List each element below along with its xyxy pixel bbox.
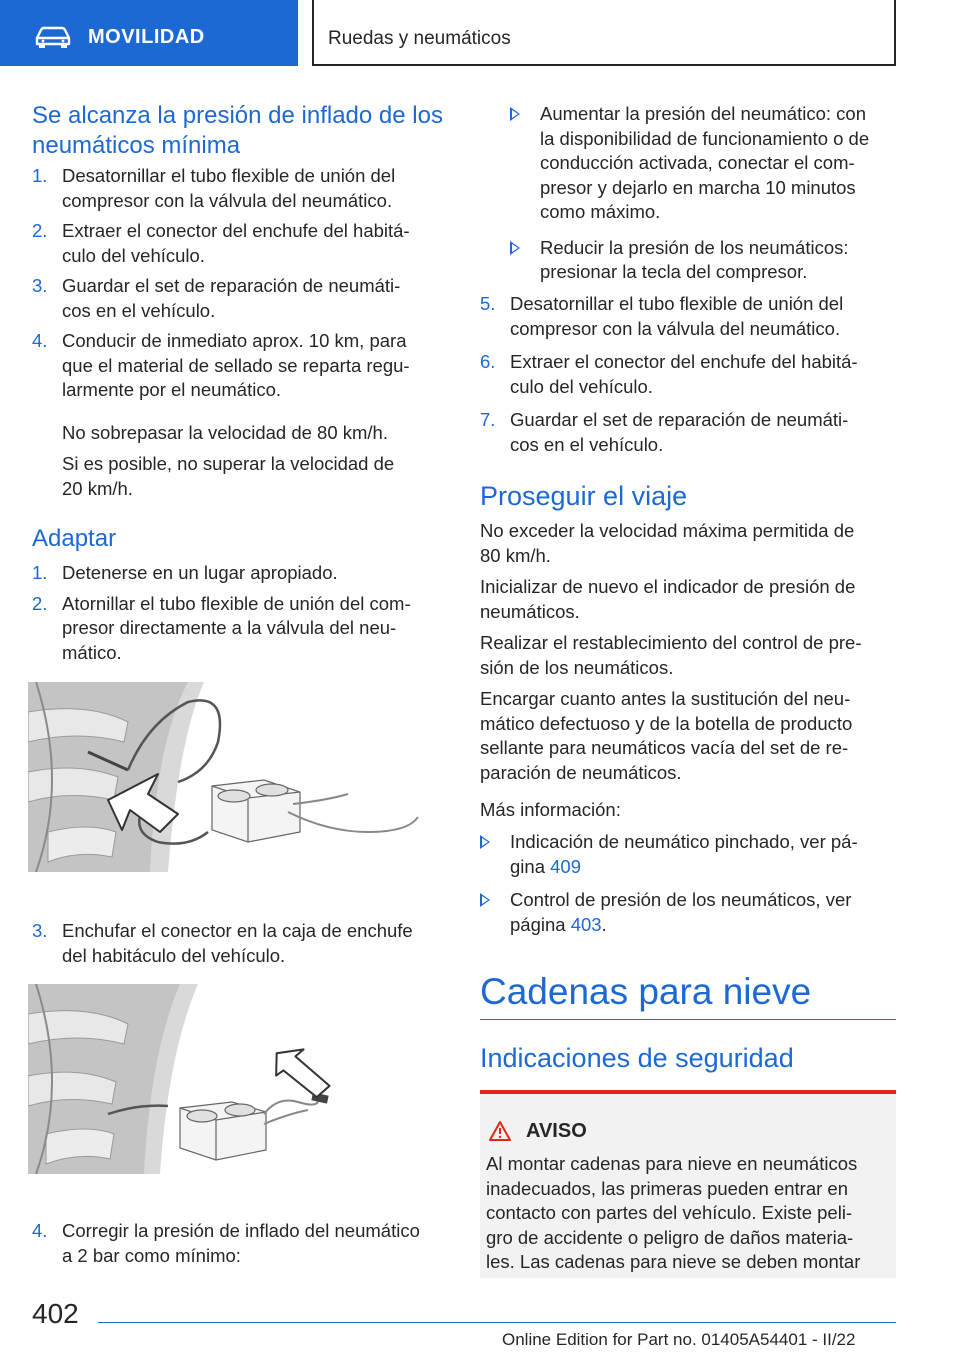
divider [480, 1019, 896, 1020]
step-text [510, 408, 848, 457]
figure-compressor-valve [28, 682, 428, 872]
step-text [62, 274, 400, 323]
heading-adapt: Adaptar [32, 525, 117, 552]
ref-text [510, 830, 858, 879]
ref-prefix: página [510, 913, 571, 935]
step-number: 7. [480, 409, 496, 430]
step-number: 2. [32, 592, 48, 614]
text-line: mático defectuoso y de la botella de producto [480, 712, 853, 734]
text-line: gro de accidente o peligro de daños materia- [486, 1226, 854, 1248]
step-text [62, 329, 410, 403]
bullet-text [540, 236, 849, 285]
heading-continue: Proseguir el viaje [480, 481, 688, 511]
heading-line: Se alcanza la presión de inflado de los [32, 102, 443, 129]
section-label: MOVILIDAD [88, 26, 205, 48]
warning-box [480, 1090, 896, 1278]
bullet-text [540, 102, 869, 225]
note-line: 20 km/h. [62, 477, 133, 499]
text-line: Aumentar la presión del neumático: con [540, 103, 866, 124]
step-number: 4. [32, 330, 48, 351]
text-line: les. Las cadenas para nieve se deben montar [486, 1251, 861, 1272]
more-info-label: Más información: [480, 799, 621, 820]
text-line: la disponibilidad de funcionamiento o de [540, 127, 870, 149]
ref-suffix: . [601, 913, 607, 935]
text-line: Extraer el conector del enchufe del habitá- [62, 220, 410, 241]
text-line: sión de los neumáticos. [480, 656, 674, 678]
bullet-icon [480, 835, 490, 849]
step-number: 3. [32, 920, 48, 941]
text-line: larmente por el neumático. [62, 379, 282, 400]
text-line: sellante para neumáticos vacía del set de re- [480, 737, 849, 758]
text-line: presor y dejarlo en marcha 10 minutos [540, 176, 856, 198]
text-line: Encargar cuanto antes la sustitución del neu- [480, 688, 851, 709]
text-line: culo del vehículo. [62, 244, 205, 266]
car-icon [34, 26, 72, 48]
text-line: Corregir la presión de inflado del neumático [62, 1220, 420, 1241]
text-line: Enchufar el conector en la caja de enchufe [62, 920, 413, 941]
edition-info: Online Edition for Part no. 01405A54401 - II/22 [502, 1330, 856, 1349]
step-number: 6. [480, 351, 496, 372]
text-line: conducción activada, conectar el com- [540, 152, 855, 173]
text-line: paración de neumáticos. [480, 761, 682, 783]
note-speed-80: No sobrepasar la velocidad de 80 km/h. [62, 422, 388, 443]
ref-line [510, 855, 858, 880]
text-line: inadecuados, las primeras pueden entrar en [486, 1177, 849, 1199]
bullet-icon [510, 107, 520, 121]
text-line: cos en el vehículo. [62, 299, 216, 321]
text-line: Guardar el set de reparación de neumáti- [62, 275, 401, 296]
paragraph [480, 631, 862, 680]
chapter-title: Ruedas y neumáticos [328, 28, 511, 49]
text-line: contacto con partes del vehículo. Existe peli- [486, 1202, 853, 1223]
text-line: a 2 bar como mínimo: [62, 1244, 241, 1266]
text-line: del habitáculo del vehículo. [62, 944, 286, 966]
step-number: 1. [32, 562, 48, 583]
step-text [62, 592, 411, 666]
bullet-icon [510, 241, 520, 255]
step-number: 1. [32, 165, 48, 186]
text-line: Extraer el conector del enchufe del habitá- [510, 351, 858, 372]
text-line: No exceder la velocidad máxima permitida de [480, 520, 855, 541]
page-number: 402 [32, 1298, 79, 1329]
step-text [62, 561, 338, 586]
ref-line: Indicación de neumático pinchado, ver pá- [510, 831, 858, 852]
paragraph [480, 575, 855, 624]
ref-prefix: gina [510, 855, 551, 877]
step-number: 5. [480, 293, 496, 314]
step-text [62, 164, 395, 213]
text-line: Detenerse en un lugar apropiado. [62, 562, 338, 583]
text-line: presor directamente a la válvula del neu- [62, 617, 397, 638]
text-line: 80 km/h. [480, 544, 551, 566]
text-line: Desatornillar el tubo flexible de unión del [510, 293, 844, 314]
text-line: Reducir la presión de los neumáticos: [540, 236, 849, 258]
text-line: Desatornillar el tubo flexible de unión del [62, 165, 396, 186]
link-page-403[interactable]: 403 [570, 913, 602, 935]
heading-safety: Indicaciones de seguridad [480, 1043, 794, 1073]
text-line: Conducir de inmediato aprox. 10 km, para [62, 330, 407, 351]
text-line: Al montar cadenas para nieve en neumáticos [486, 1153, 858, 1174]
step-text [62, 919, 413, 968]
text-line: mático. [62, 641, 122, 663]
text-line: neumáticos. [480, 600, 580, 622]
step-text [62, 219, 410, 268]
ref-text [510, 888, 851, 937]
ref-line [510, 913, 851, 938]
text-line: compresor con la válvula del neumático. [510, 317, 841, 339]
ref-line: Control de presión de los neumáticos, ver [510, 889, 852, 910]
text-line: cos en el vehículo. [510, 433, 664, 455]
step-text [510, 292, 843, 341]
text-line: compresor con la válvula del neumático. [62, 189, 393, 211]
bullet-icon [480, 893, 490, 907]
footer-divider [98, 1322, 896, 1323]
figure-plug-socket [28, 984, 428, 1174]
warning-title: AVISO [526, 1120, 587, 1142]
step-number: 3. [32, 275, 48, 296]
step-number: 4. [32, 1220, 48, 1241]
chapter-header [312, 0, 896, 66]
text-line: Guardar el set de reparación de neumáti- [510, 409, 849, 430]
note-speed-20 [62, 452, 394, 501]
text-line: que el material de sellado se reparta regu- [62, 354, 410, 376]
text-line: Atornillar el tubo flexible de unión del com- [62, 592, 411, 614]
heading-min-pressure [32, 101, 443, 161]
paragraph [480, 687, 852, 785]
note-line: Si es posible, no superar la velocidad de [62, 453, 395, 474]
text-line: Realizar el restablecimiento del control de pre- [480, 632, 862, 653]
link-page-409[interactable]: 409 [550, 855, 581, 877]
step-number: 2. [32, 220, 48, 241]
text-line: culo del vehículo. [510, 375, 653, 397]
step-text [510, 350, 858, 399]
warning-text [486, 1152, 892, 1275]
text-line: Inicializar de nuevo el indicador de presión de [480, 576, 856, 597]
heading-snow-chains: Cadenas para nieve [480, 971, 812, 1012]
warning-triangle-icon [488, 1120, 512, 1142]
heading-line: neumáticos mínima [32, 132, 241, 159]
paragraph [480, 519, 854, 568]
section-tab[interactable] [0, 0, 298, 66]
step-text [62, 1219, 420, 1268]
text-line: como máximo. [540, 201, 661, 222]
text-line: presionar la tecla del compresor. [540, 261, 808, 282]
